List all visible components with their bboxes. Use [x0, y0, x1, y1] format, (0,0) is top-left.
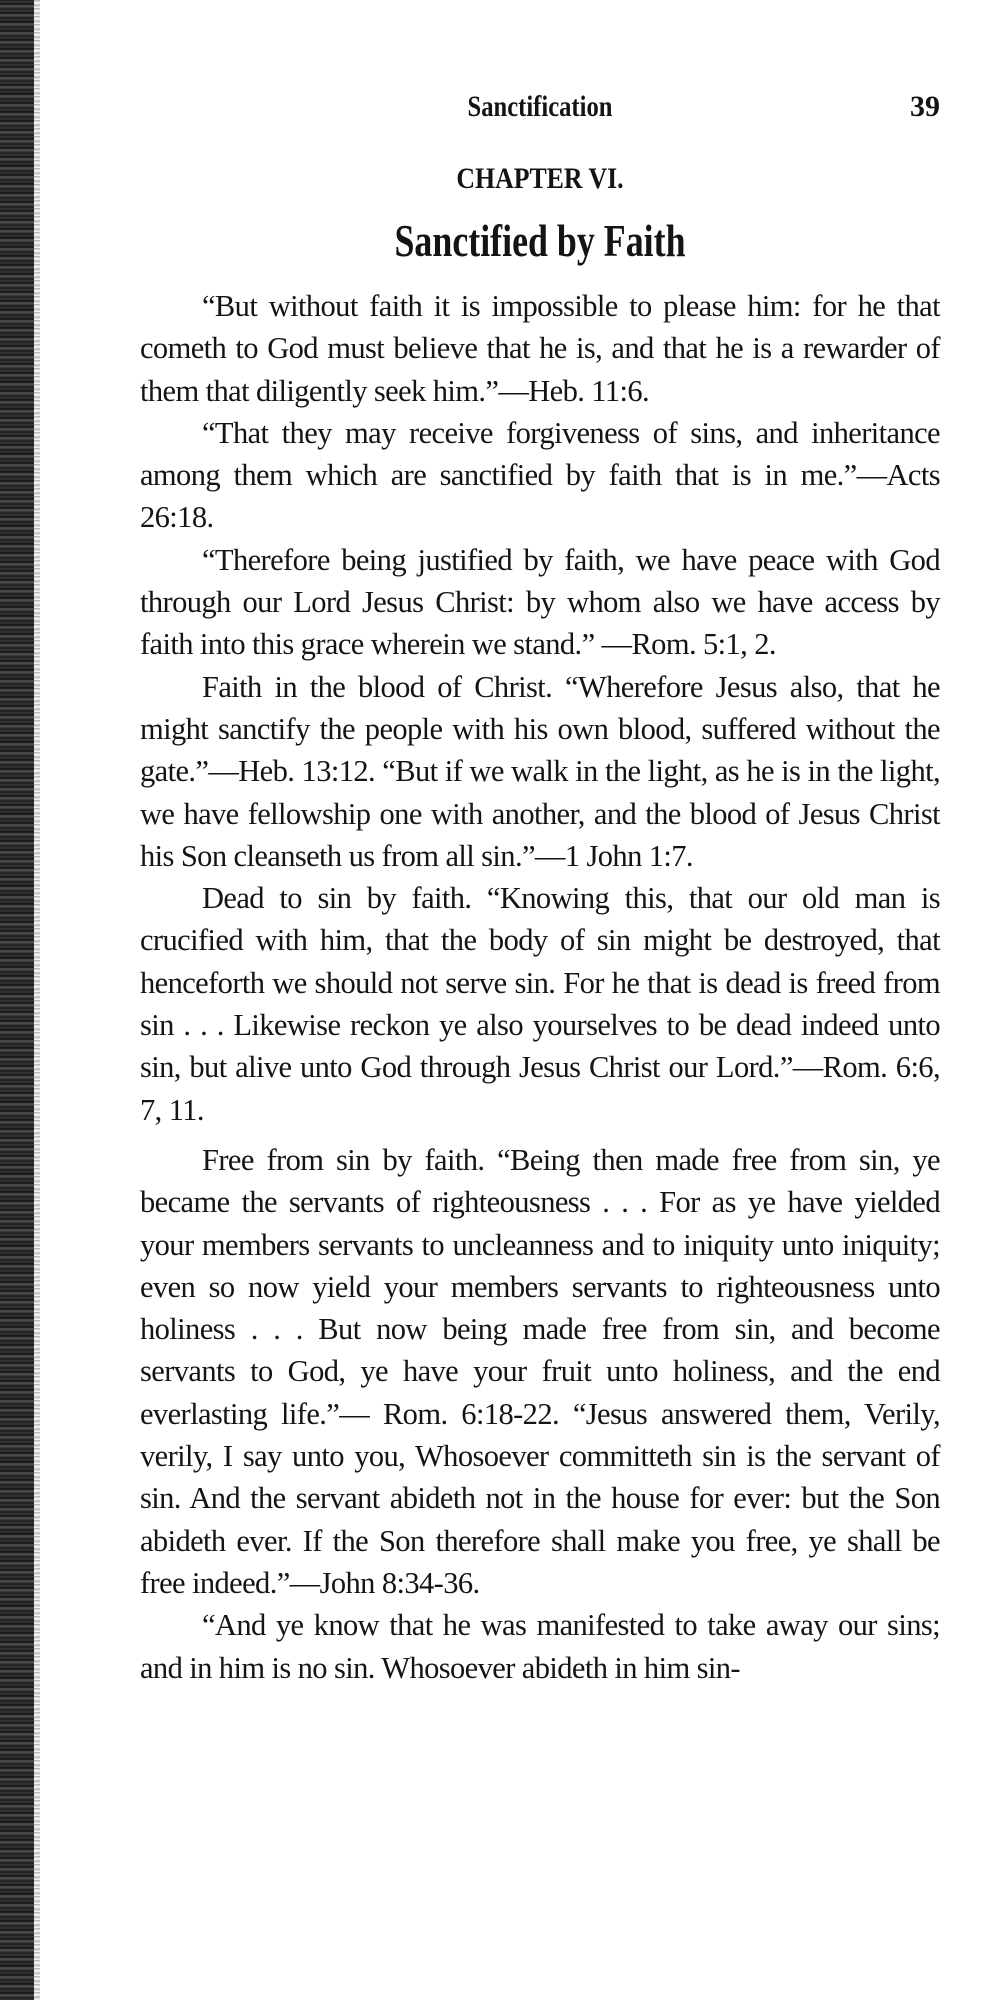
paragraph: Dead to sin by faith. “Knowing this, that our old man is crucified with him, that the body of sin might be destroyed, that henceforth we should not serve sin. For he that is dead is freed from sin . . . Likewise reckon ye also yourselves to be dead indeed unto sin, but alive unto God through Jesus Christ our Lord.”—Rom. 6:6, 7, 11.: [140, 881, 940, 1127]
paragraph: “Therefore being justified by faith, we have peace with God through our Lord Jesus Christ: by whom also we have access by faith into this grace wherein we stand.” —Rom. 5:1, 2.: [140, 542, 940, 662]
running-header: [140, 90, 940, 134]
body-text: [140, 285, 940, 1689]
paragraph: “That they may receive forgiveness of sins, and inheritance among them which are sanctified by faith that is in me.”—Acts 26:18.: [140, 415, 940, 535]
chapter-label: CHAPTER VI.: [456, 162, 624, 195]
paragraph: Faith in the blood of Christ. “Wherefore Jesus also, that he might sanctify the people with his own blood, suffered without the gate.”—Heb. 13:12. “But if we walk in the light, as he is in the light, we have fellowship one with another, and the blood of Jesus Christ his Son cleanseth us from all sin.”—1 John 1:7.: [140, 669, 940, 873]
running-title: Sanctification: [467, 90, 613, 123]
chapter-title: Sanctified by Faith: [394, 215, 686, 266]
paragraph: “But without faith it is impossible to please him: for he that cometh to God must believe that he is, and that he is a rewarder of them that diligently seek him.”—Heb. 11:6.: [140, 289, 940, 408]
book-binding-edge: [0, 0, 34, 2000]
page-number: 39: [910, 90, 940, 123]
paragraph: Free from sin by faith. “Being then made free from sin, ye became the servants of righteousness . . . For as ye have yielded your members servants to uncleanness and to iniquity unto iniquity; even so now yield your members servants to righteousness unto holiness . . . But now being made free from sin, and become servants to God, ye have your fruit unto holiness, and the end everlasting life.”— Rom. 6:18-22. “Jesus answered them, Verily, verily, I say unto you, Whosoever committeth sin is the servant of sin. And the servant abideth not in the house for ever: but the Son abideth ever. If the Son therefore shall make you free, ye shall be free indeed.”—John 8:34-36.: [140, 1142, 940, 1600]
paragraph: “And ye know that he was manifested to take away our sins; and in him is no sin. Whosoever abideth in him sin-: [140, 1608, 940, 1685]
book-page: [140, 90, 940, 1689]
